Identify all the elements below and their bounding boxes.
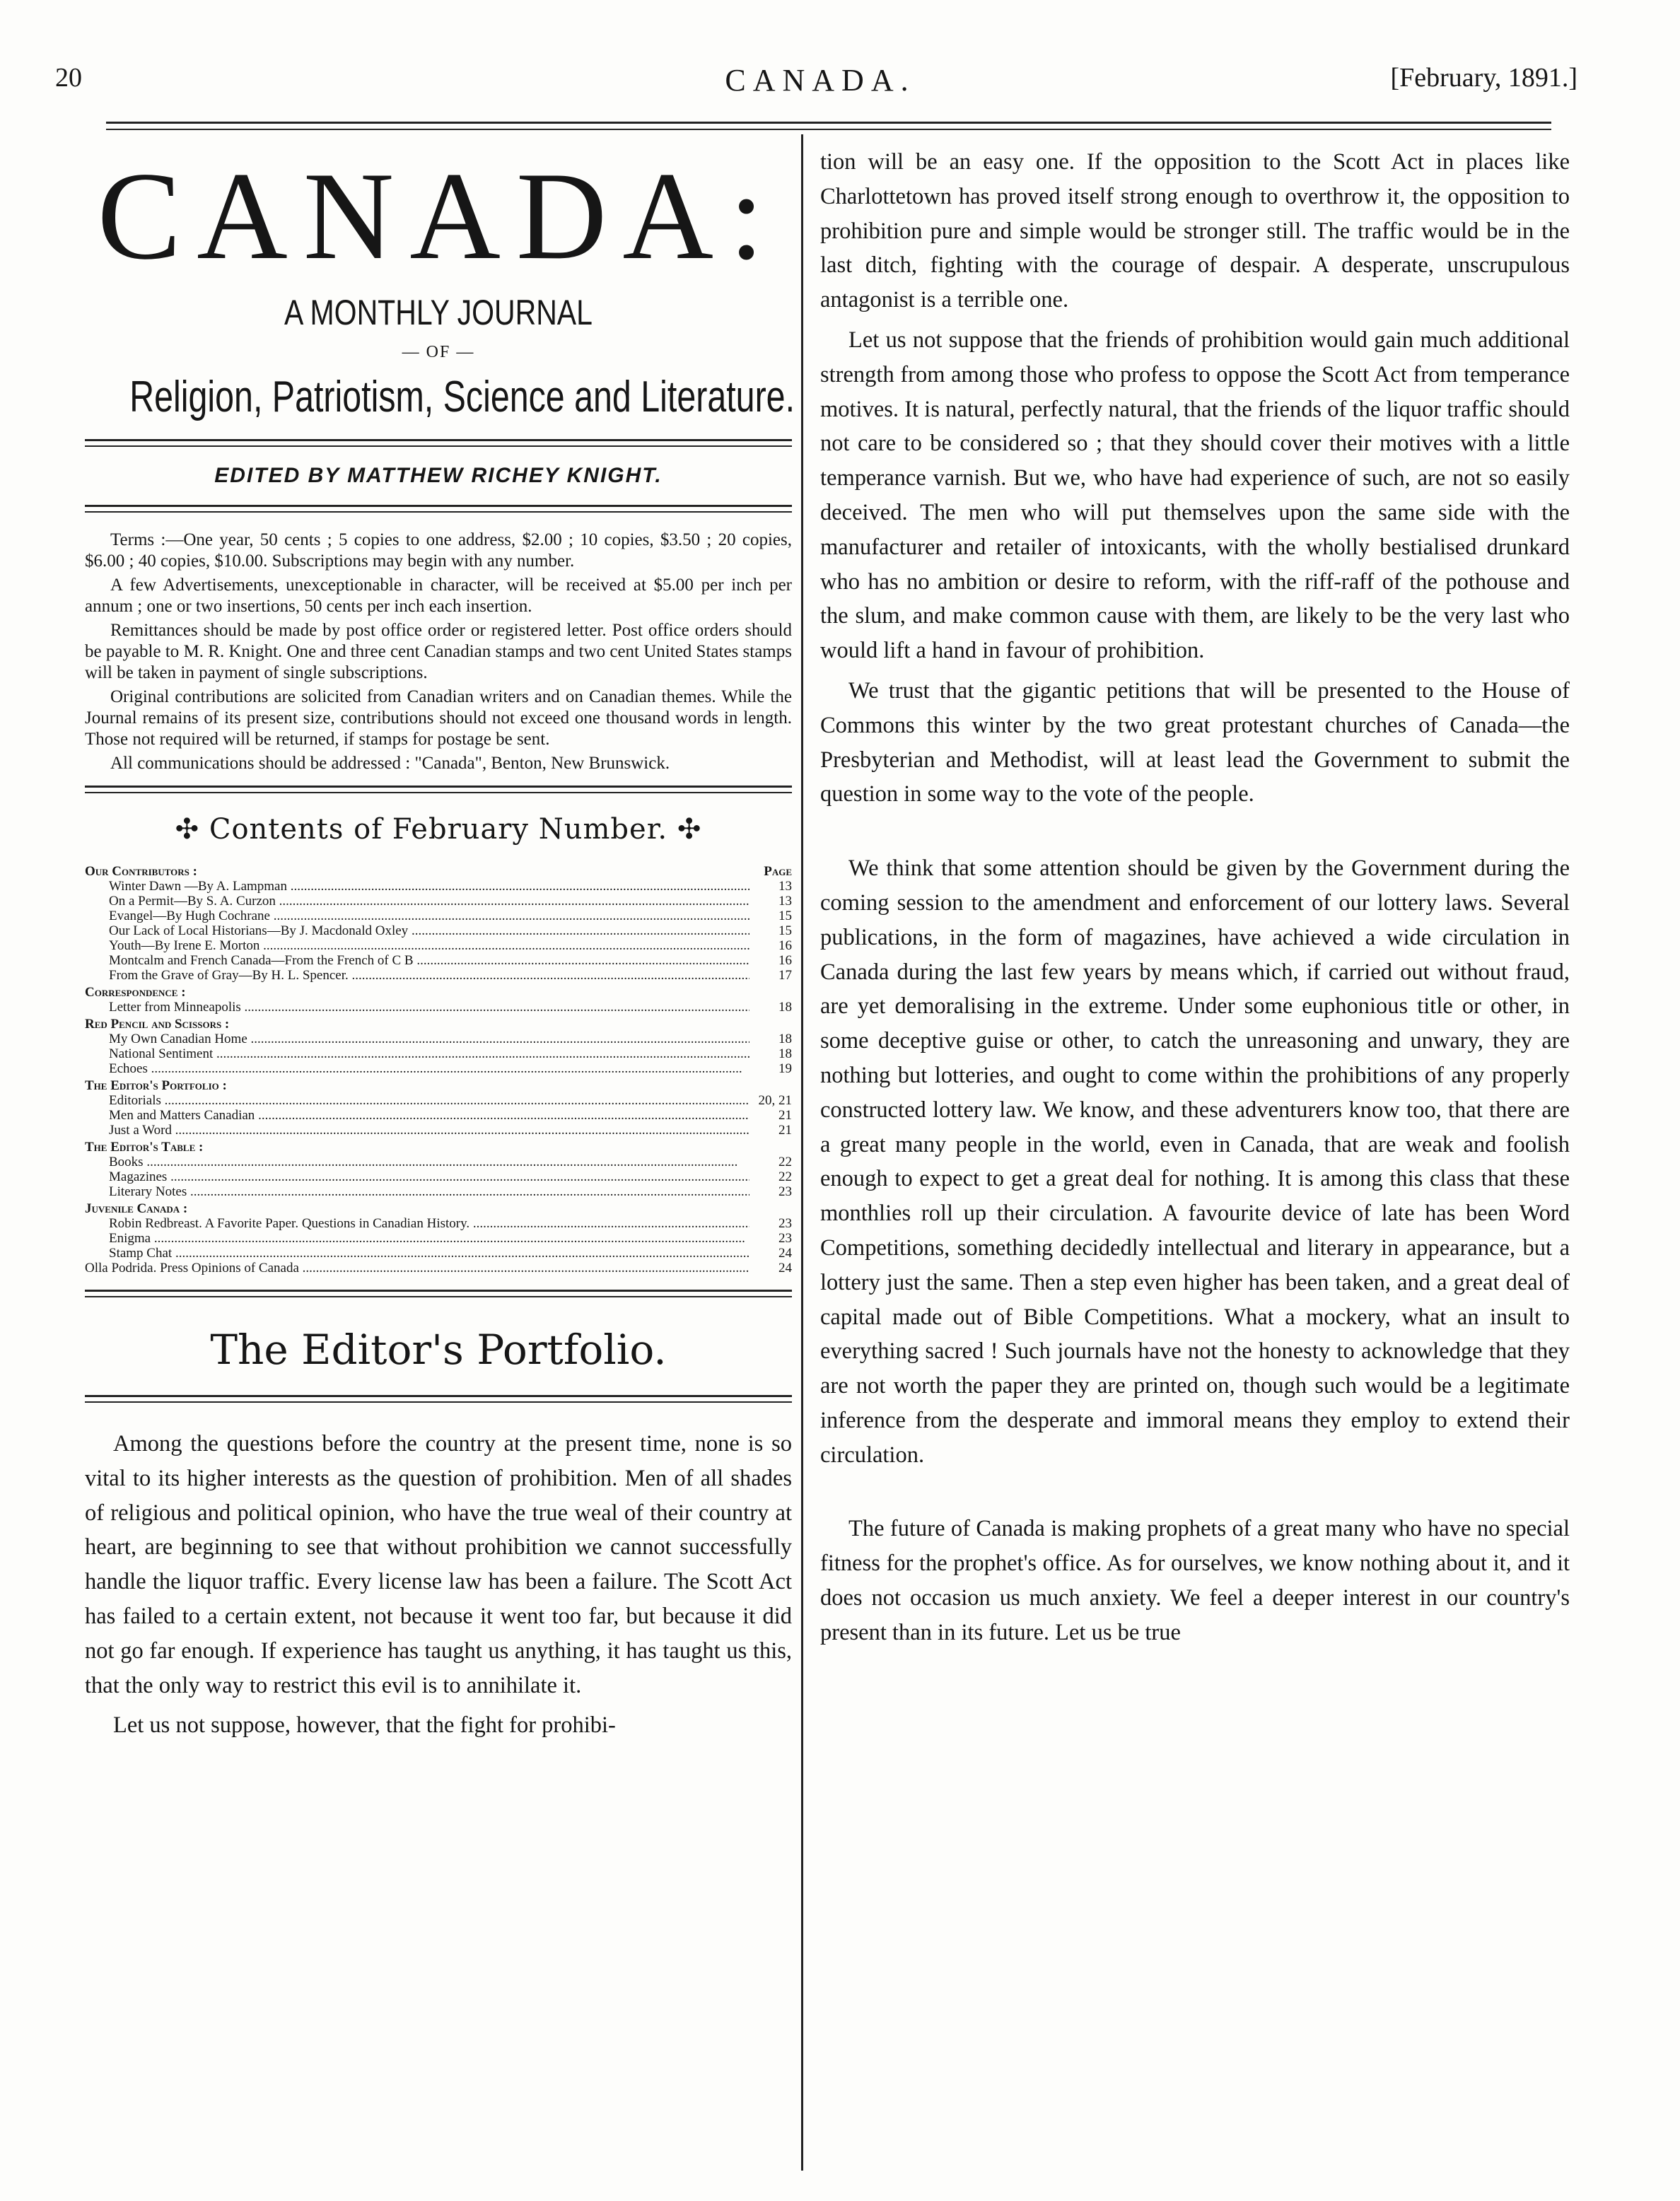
header-rule-2 [106, 129, 1551, 130]
masthead-title: CANADA: [97, 146, 780, 286]
contents-entry-title: Robin Redbreast. A Favorite Paper. Questions in Canadian History. ..... [109, 1216, 749, 1231]
issue-date: [February, 1891.] [1390, 63, 1577, 93]
contents-entry-page: 23 [778, 1184, 792, 1199]
page-number: 20 [55, 63, 82, 93]
contents-entry-page: 23 [778, 1216, 792, 1231]
contents-entry [85, 909, 792, 923]
contents-entry-title: National Sentiment ..... [109, 1046, 749, 1061]
contents-heading-text: Contents of February Number. [209, 813, 668, 846]
column-rule [801, 134, 803, 2171]
paragraph-break [820, 1472, 1570, 1512]
contents-table [85, 864, 792, 1275]
contents-page-label: Page [764, 864, 792, 879]
contents-entry [85, 968, 792, 983]
paragraph-break [820, 812, 1570, 851]
contents-section-title: Our Contributors : [85, 864, 197, 879]
contents-entry-page: 19 [778, 1061, 792, 1076]
masthead-subtitle: A MONTHLY JOURNAL [284, 293, 593, 332]
contents-entry [85, 879, 792, 894]
contents-entry-page: 16 [778, 953, 792, 968]
contents-rule [85, 1290, 792, 1297]
contents-entry-page: 18 [778, 1046, 792, 1061]
body-paragraph: We trust that the gigantic petitions that will be presented to the House of Commons this winter by the two great protestant churches of Canada—the Presbyterian and Methodist, will at least lead the Government to submit the question in some way to the vote of the people. [820, 677, 1570, 807]
contents-entry-title: From the Grave of Gray—By H. L. Spencer. ..... [109, 968, 749, 983]
contents-header-row [85, 864, 792, 879]
contents-entry-page: 21 [778, 1123, 792, 1138]
contents-entry [85, 1046, 792, 1061]
contents-entry-title: Youth—By Irene E. Morton ..... [109, 938, 749, 953]
terms-rule [85, 786, 792, 793]
contents-entry-title: Editorials ..... [109, 1093, 749, 1108]
contents-entry [85, 1000, 792, 1015]
contents-section-title: The Editor's Table : [85, 1140, 204, 1155]
contents-section-title: Juvenile Canada : [85, 1201, 188, 1216]
terms-paragraph: Original contributions are solicited from Canadian writers and on Canadian themes. While the Journal remains of its present size, contributions should not exceed one thousand words in length. Those not required will be returned, if stamps for postage be sent. [85, 687, 792, 749]
contents-entry-title: Echoes ..... [109, 1061, 749, 1076]
portfolio-rule [85, 1395, 792, 1403]
contents-entry [85, 894, 792, 909]
contents-entry-page: 15 [778, 909, 792, 923]
editor-line: EDITED BY MATTHEW RICHEY KNIGHT. [214, 464, 663, 487]
contents-entry [85, 1108, 792, 1123]
left-column [85, 138, 795, 1743]
contents-entry-title: My Own Canadian Home ..... [109, 1032, 749, 1046]
masthead-of: — OF — [402, 343, 475, 361]
contents-section-title: Red Pencil and Scissors : [85, 1017, 230, 1032]
contents-entry-title: Our Lack of Local Historians—By J. Macdonald Oxley ..... [109, 923, 749, 938]
masthead-rule [85, 439, 792, 447]
portfolio-heading: The Editor's Portfolio. [210, 1326, 667, 1374]
terms-paragraph: Terms :—One year, 50 cents ; 5 copies to one address, $2.00 ; 10 copies, $3.50 ; 20 copies, $6.00 ; 40 copies, $10.00. Subscriptions may begin with any number. [85, 530, 792, 571]
contents-entry-title: Just a Word ..... [109, 1123, 749, 1138]
contents-section-title: Correspondence : [85, 985, 186, 1000]
terms-block [85, 530, 792, 774]
masthead-subtitle-2: Religion, Patriotism, Science and Literature. [129, 373, 795, 421]
terms-paragraph: Remittances should be made by post office order or registered letter. Post office orders should be payable to M. R. Knight. One and three cent Canadian stamps and two cent United States stamps will be taken in payment of single subscriptions. [85, 621, 792, 682]
contents-entry [85, 1061, 792, 1076]
right-column [820, 145, 1570, 1650]
contents-entry-page: 16 [778, 938, 792, 953]
contents-entry [85, 923, 792, 938]
editor-rule [85, 505, 792, 513]
contents-entry [85, 953, 792, 968]
terms-paragraph: All communications should be addressed : "Canada", Benton, New Brunswick. [110, 754, 670, 773]
contents-entry-page: 24 [778, 1261, 792, 1275]
contents-entry-page: 18 [778, 1032, 792, 1046]
contents-entry [85, 1123, 792, 1138]
contents-entry [85, 1155, 792, 1169]
body-paragraph: Among the questions before the country at the present time, none is so vital to its higher interests as the question of prohibition. Men of all shades of religious and political opinion, who have the true weal of their country at heart, are beginning to see that without prohibition we cannot successfully handle the liquor traffic. Every license law has been a failure. The Scott Act has failed to a certain extent, not because it went too far, but because it did not go far enough. If experience has taught us anything, it has taught us this, that the only way to restrict this evil is to annihilate it. [85, 1431, 792, 1698]
contents-entry [85, 1246, 792, 1261]
contents-entry-title: Winter Dawn —By A. Lampman ..... [109, 879, 749, 894]
contents-entry-title: Enigma ..... [109, 1231, 749, 1246]
body-paragraph: Let us not suppose, however, that the fight for prohibi- [113, 1712, 616, 1739]
contents-entry-title: On a Permit—By S. A. Curzon ..... [109, 894, 749, 909]
contents-entry-title: Magazines ..... [109, 1169, 749, 1184]
contents-entry-page: 13 [778, 879, 792, 894]
contents-entry-page: 22 [778, 1169, 792, 1184]
contents-entry [85, 938, 792, 953]
ornament-left-icon: ✣ [175, 813, 209, 846]
contents-entry-title: Olla Podrida. Press Opinions of Canada ..... [85, 1261, 749, 1275]
body-paragraph: tion will be an easy one. If the opposition to the Scott Act in places like Charlottetown has proved itself strong enough to overthrow it, the opposition to prohibition pure and simple would be stronger still. The traffic would be in the last ditch, fighting with the courage of despair. A desperate, unscrupulous antagonist is a terrible one. [820, 149, 1570, 313]
contents-heading [85, 813, 792, 846]
contents-entry [85, 1032, 792, 1046]
contents-entry-title: Books ..... [109, 1155, 749, 1169]
contents-entry [85, 1169, 792, 1184]
contents-entry-page: 15 [778, 923, 792, 938]
contents-entry [85, 1216, 792, 1231]
contents-entry-page: 17 [778, 968, 792, 983]
terms-paragraph: A few Advertisements, unexceptionable in character, will be received at $5.00 per inch per annum ; one or two insertions, 50 cents per inch each insertion. [85, 576, 792, 616]
contents-entry-page: 20, 21 [758, 1093, 792, 1108]
ornament-right-icon: ✣ [667, 813, 702, 846]
contents-entry [85, 1231, 792, 1246]
body-paragraph: Let us not suppose that the friends of prohibition would gain much additional strength from among those who profess to oppose the Scott Act from temperance motives. It is natural, perfectly natural, that the friends of the liquor traffic should not care to be considered so ; that they should cover their motives with a little temperance varnish. But we, who have had experience of such, are not so easily deceived. The men who will put themselves upon the same side with the manufacturer and retailer of intoxicants, with the wholly bestialised drunkard who has no ambition or desire to reform, with the riff-raff of the pothouse and the slum, and make common cause with them, are likely to be the very last who would lift a hand in favour of prohibition. [820, 327, 1570, 664]
contents-entry-title: Stamp Chat ..... [109, 1246, 749, 1261]
contents-entry [85, 1184, 792, 1199]
contents-entry-title: Literary Notes ..... [109, 1184, 749, 1199]
contents-entry [85, 1093, 792, 1108]
contents-entry-page: 21 [778, 1108, 792, 1123]
body-paragraph: The future of Canada is making prophets of a great many who have no special fitness for the prophet's office. As for ourselves, we know nothing about it, and it does not occasion us much anxiety. We feel a deeper interest in our country's present than in its future. Let us be true [820, 1516, 1570, 1645]
contents-entry-page: 22 [778, 1155, 792, 1169]
running-title: CANADA. [725, 63, 916, 98]
contents-entry-page: 13 [778, 894, 792, 909]
contents-entry-page: 18 [778, 1000, 792, 1015]
contents-section-title: The Editor's Portfolio : [85, 1078, 227, 1093]
contents-entry-title: Evangel—By Hugh Cochrane ..... [109, 909, 749, 923]
body-paragraph: We think that some attention should be given by the Government during the coming session to the amendment and enforcement of our lottery laws. Several publications, in the form of magazines, have achieved a wide circulation in Canada during the last few years by means which, if carried out without fraud, are yet demoralising in the extreme. Under some euphonious title or other, in some deceptive guise or other, to catch the unreasoning and unwary, they are nothing but lotteries, and ought to come within the prohibitions of any properly constructed lottery law. We know, and these adventurers know too, that there are a great many people in the world, even in Canada, that are weak and foolish enough to expect to get a great deal for nothing. It is among this class that these monthlies roll up their circulation. A favourite device of late has been Word Competitions, something decidedly intellectual and literary in appearance, but a lottery just the same. Then a step even higher has been taken, and a great deal of capital made out of Bible Competitions. What a mockery, what an insult to everything sacred ! Such journals have not the honesty to acknowledge that they are not worth the paper they are printed on, though such would be a legitimate inference from the desperate and immoral means they employ to extend their circulation. [820, 856, 1570, 1468]
header-rule [106, 122, 1551, 124]
contents-entry-title: Men and Matters Canadian ..... [109, 1108, 749, 1123]
contents-entry-title: Montcalm and French Canada—From the French of C B ..... [109, 953, 749, 968]
contents-entry [85, 1261, 792, 1275]
contents-entry-title: Letter from Minneapolis ..... [109, 1000, 749, 1015]
contents-entry-page: 23 [778, 1231, 792, 1246]
contents-entry-page: 24 [778, 1246, 792, 1261]
